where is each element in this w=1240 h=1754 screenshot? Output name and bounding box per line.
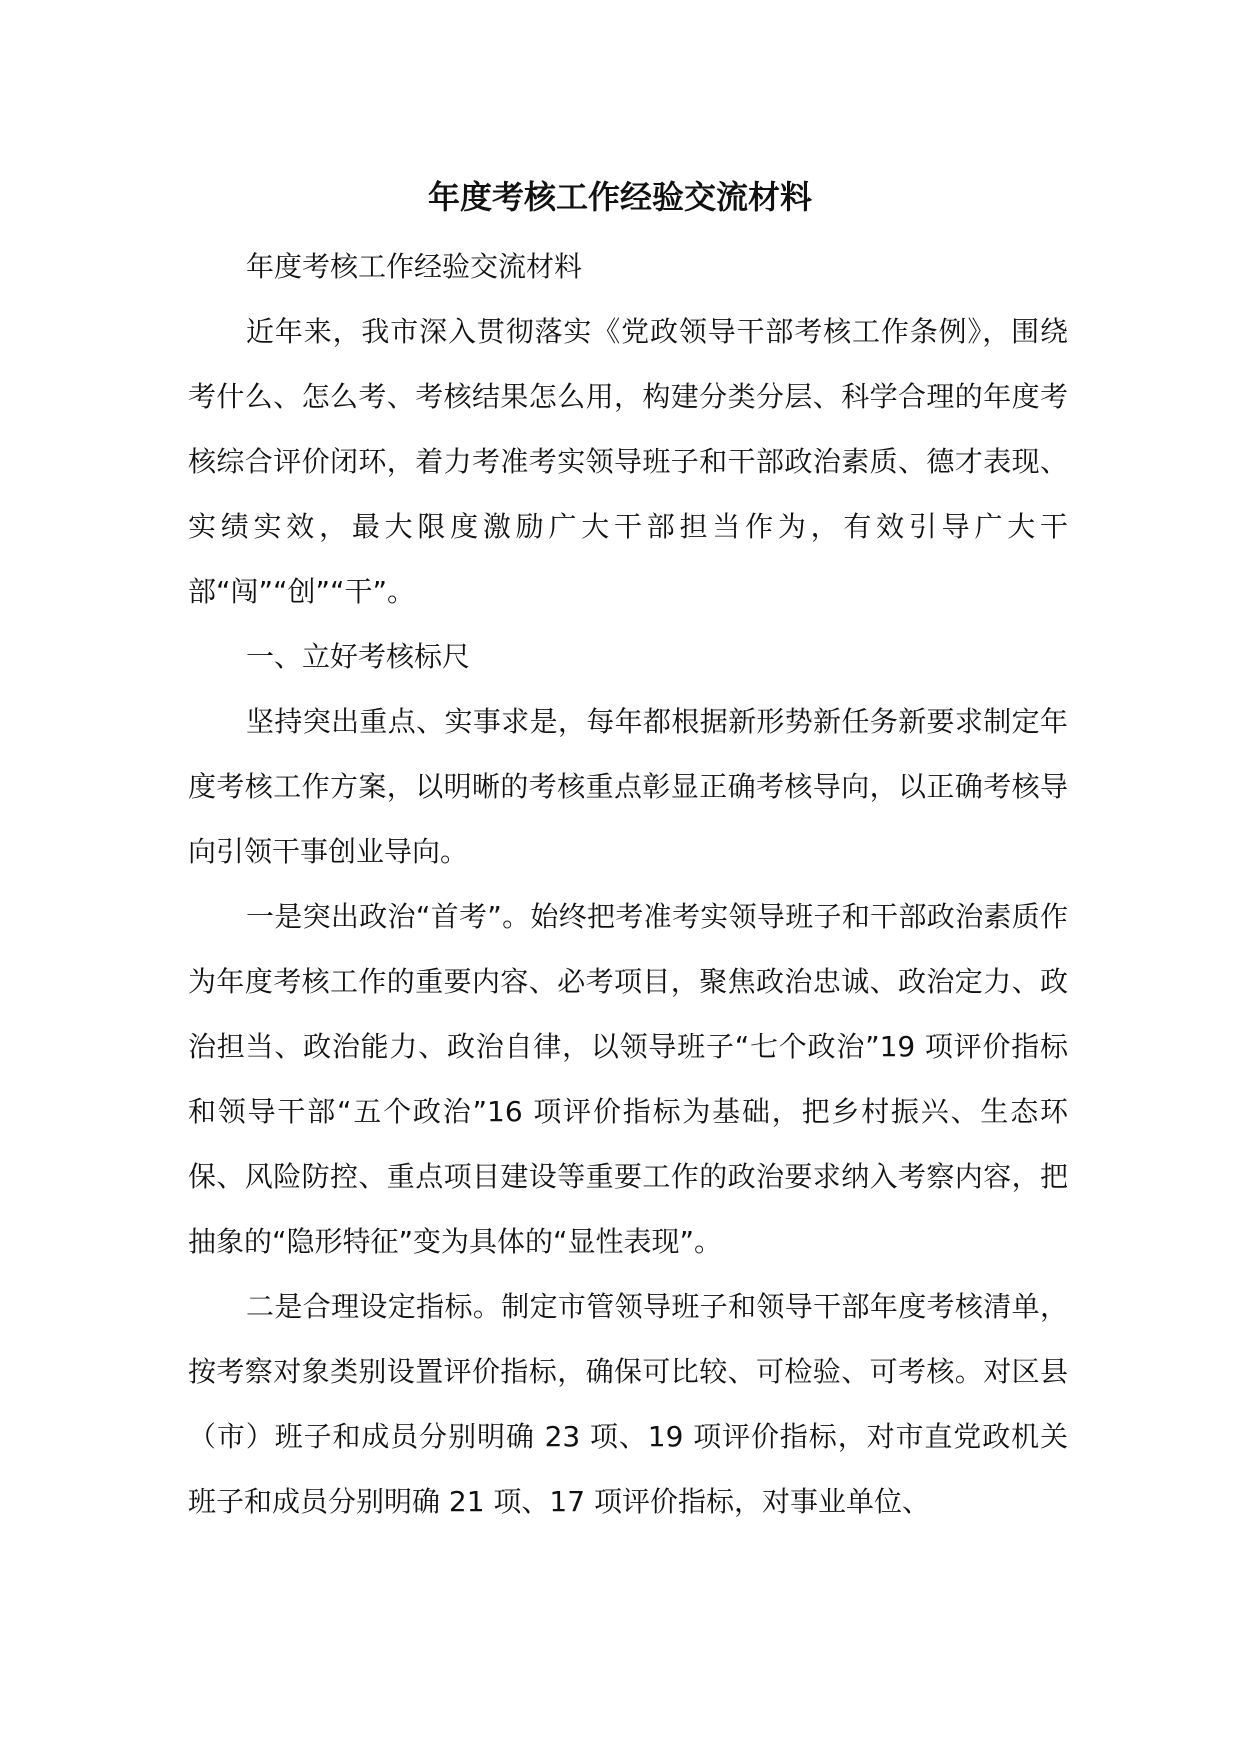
section-heading: 一、立好考核标尺 [246, 640, 471, 673]
document-title: 年度考核工作经验交流材料 [427, 178, 812, 216]
body-paragraph: 二是合理设定指标。制定市管领导班子和领导干部年度考核清单，按考察对象类别设置评价指标，确保可比较、可检验、可考核。对区县（市）班子和成员分别明确 23 项、19 项评价指标，对市直党政机关班子和成员分别明确 21 项、17 项评价指标，对事业单位、 [188, 1290, 1068, 1518]
intro-paragraph: 近年来，我市深入贯彻落实《党政领导干部考核工作条例》，围绕考什么、怎么考、考核结果怎么用，构建分类分层、科学合理的年度考核综合评价闭环，着力考准考实领导班子和干部政治素质、德才表现、实绩实效，最大限度激励广大干部担当作为，有效引导广大干部“闯”“创”“干”。 [188, 315, 1068, 608]
body-paragraph: 一是突出政治“首考”。始终把考准考实领导班子和干部政治素质作为年度考核工作的重要内容、必考项目，聚焦政治忠诚、政治定力、政治担当、政治能力、政治自律，以领导班子“七个政治”19 项评价指标和领导干部“五个政治”16 项评价指标为基础，把乡村振兴、生态环保、风险防控、重点项目建设等重要工作的政治要求纳入考察内容，把抽象的“隐形特征”变为具体的“显性表现”。 [188, 900, 1068, 1258]
body-paragraph: 坚持突出重点、实事求是，每年都根据新形势新任务新要求制定年度考核工作方案，以明晰的考核重点彰显正确考核导向，以正确考核导向引领干事创业导向。 [188, 705, 1068, 868]
subtitle-paragraph: 年度考核工作经验交流材料 [246, 250, 583, 283]
document-body [188, 234, 1068, 1534]
